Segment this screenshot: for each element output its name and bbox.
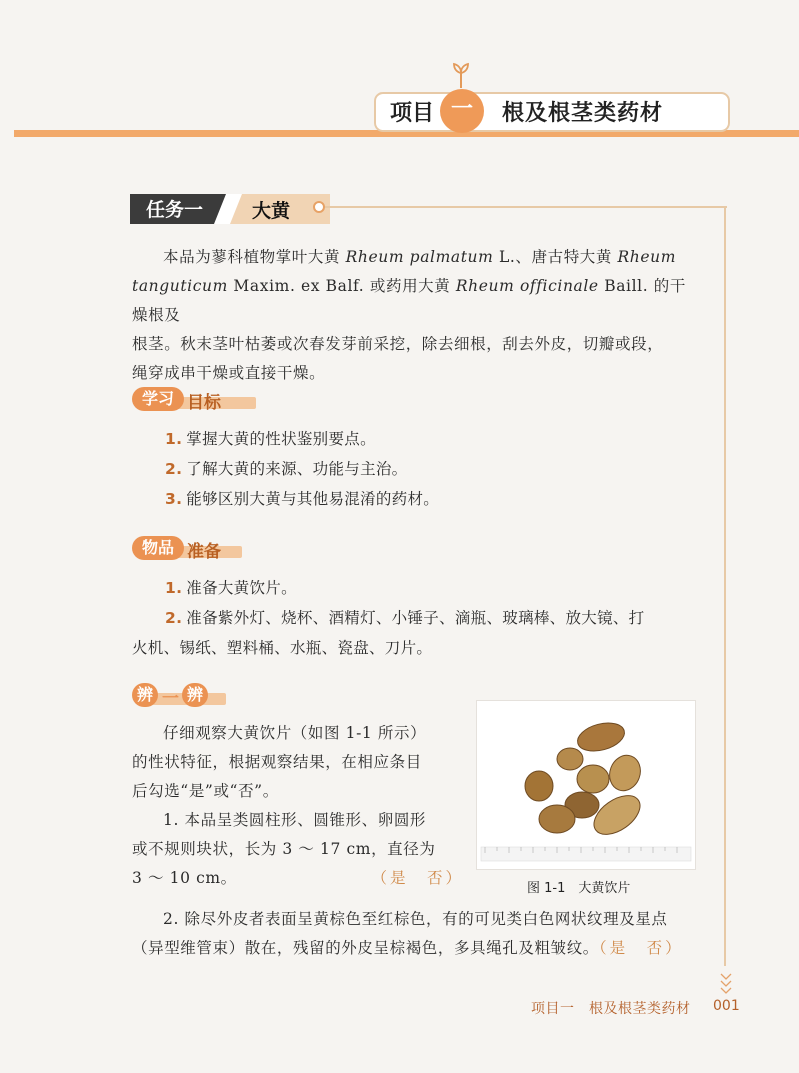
identify-text: 仔细观察大黄饮片（如图 1-1 所示） 的性状特征，根据观察结果，在相应条目 后勾选“是”或“否”。 1. 本品呈类圆柱形、圆锥形、卵圆形 或不规则块状，长为 3 ～ 17 cm，直径为 3 ～ 10 cm。 （是 否） [132, 719, 464, 893]
side-rule [724, 206, 726, 966]
list-item: 1. 准备大黄饮片。 [165, 579, 297, 597]
check-yes-no-2[interactable]: （是 否） [598, 939, 684, 957]
chapter-title: 根及根茎类药材 [502, 101, 664, 126]
identify-pill-1: 辨 [132, 683, 158, 707]
list-item: 1. 掌握大黄的性状鉴别要点。 [165, 430, 376, 448]
identify-mid: 一 [162, 689, 179, 709]
task-name: 大黄 [252, 200, 291, 222]
identify-item-2: 2. 除尽外皮者表面呈黄棕色至红棕色，有的可见类白色网状纹理及星点 （异型维管束）散在，残留的外皮呈棕褐色，多具绳孔及粗皱纹。（是 否） [132, 910, 684, 957]
figure-caption: 图 1-1 大黄饮片 [527, 881, 631, 896]
list-item: 2. 准备紫外灯、烧杯、酒精灯、小锤子、滴瓶、玻璃棒、放大镜、打 [165, 609, 645, 627]
materials-title: 准备 [187, 542, 221, 562]
identify-heading [132, 683, 226, 709]
intro-paragraph: 本品为蓼科植物掌叶大黄 Rheum palmatum L.、唐古特大黄 Rheum tanguticum Maxim. ex Balf. 或药用大黄 Rheum officinale Baill. 的干燥根及 根茎。秋末茎叶枯萎或次春发芽前采挖，除去细根，刮去外皮，切瓣或段， 绳穿成串干燥或直接干燥。 [132, 248, 686, 382]
chevrons-down-icon [719, 970, 733, 998]
materials-heading [132, 536, 242, 562]
objectives-heading [132, 387, 256, 413]
list-item: 3. 能够区别大黄与其他易混淆的药材。 [165, 490, 440, 508]
footer-chapter: 项目一 根及根茎类药材 [531, 1001, 691, 1017]
materials-pill: 物品 [132, 536, 184, 560]
check-yes-no-1[interactable]: （是 否） [371, 869, 464, 887]
header-label: 项目 [390, 101, 435, 126]
list-item: 2. 了解大黄的来源、功能与主治。 [165, 460, 408, 478]
objectives-title: 目标 [187, 393, 221, 413]
task-label: 任务一 [146, 199, 204, 221]
sprout-icon [452, 60, 470, 88]
page-number: 001 [713, 998, 740, 1014]
objectives-pill: 学习 [132, 387, 184, 411]
task-dot-icon [313, 201, 325, 213]
rhubarb-photo [476, 700, 696, 870]
task-divider [322, 206, 727, 208]
header-number-badge: 一 [440, 89, 484, 133]
list-item-wrap: 火机、锡纸、塑料桶、水瓶、瓷盘、刀片。 [132, 639, 433, 657]
identify-pill-2: 辨 [182, 683, 208, 707]
